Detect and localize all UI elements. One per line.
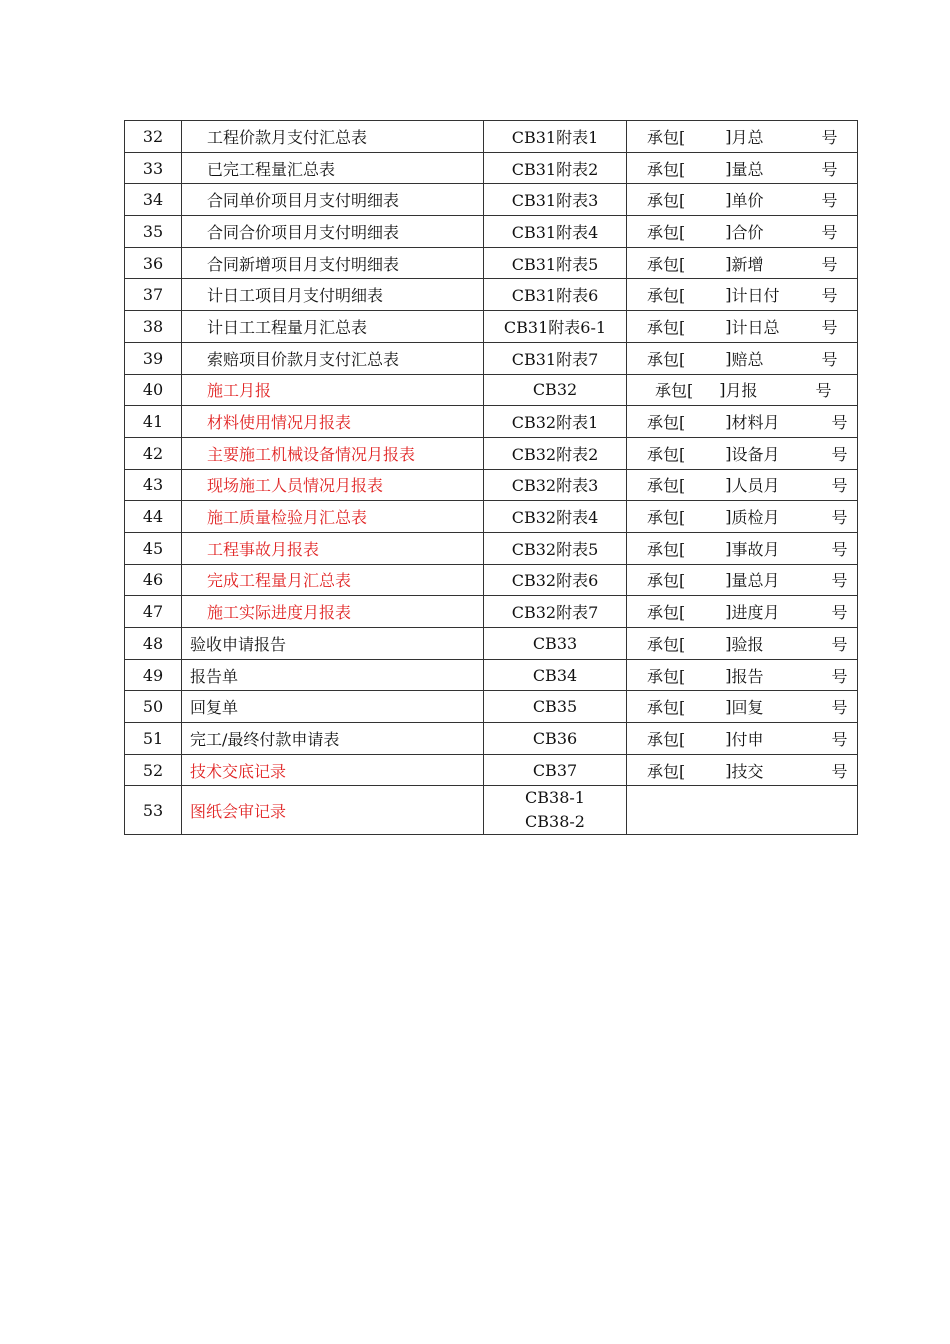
ref-prefix: 承包[ — [655, 381, 694, 401]
row-number: 36 — [125, 247, 182, 279]
form-ref-content — [627, 283, 857, 306]
ref-suffix: 号 — [821, 222, 838, 242]
ref-suffix: 号 — [831, 476, 848, 496]
row-number: 48 — [125, 628, 182, 660]
ref-prefix: 承包[ — [647, 761, 686, 781]
form-ref-content — [627, 473, 857, 496]
form-ref — [627, 342, 858, 374]
row-number: 45 — [125, 532, 182, 564]
form-ref-content — [627, 632, 857, 655]
form-ref-content — [627, 568, 857, 591]
form-ref-content — [627, 252, 857, 275]
ref-bracket: ] — [725, 412, 732, 432]
table-row — [125, 596, 858, 628]
ref-tag: 进度月 — [731, 603, 780, 623]
row-number: 35 — [125, 216, 182, 248]
ref-tag: 赔总 — [731, 349, 764, 369]
ref-suffix: 号 — [831, 761, 848, 781]
ref-suffix: 号 — [831, 508, 848, 528]
table-row — [125, 406, 858, 438]
ref-prefix: 承包[ — [647, 603, 686, 623]
form-code: CB32附表1 — [484, 406, 627, 438]
row-number: 34 — [125, 184, 182, 216]
form-name: 合同新增项目月支付明细表 — [182, 247, 484, 279]
ref-tag: 量总 — [731, 159, 764, 179]
ref-suffix: 号 — [831, 698, 848, 718]
row-number: 42 — [125, 437, 182, 469]
ref-tag: 技交 — [731, 761, 764, 781]
form-code: CB32附表2 — [484, 437, 627, 469]
form-ref-content — [627, 410, 857, 433]
form-ref — [627, 247, 858, 279]
form-code: CB33 — [484, 628, 627, 660]
ref-prefix: 承包[ — [647, 191, 686, 211]
ref-tag: 计日总 — [731, 317, 780, 337]
ref-bracket: ] — [725, 728, 732, 748]
ref-prefix: 承包[ — [647, 413, 686, 433]
form-ref — [627, 501, 858, 533]
form-code: CB32附表4 — [484, 501, 627, 533]
table-row — [125, 564, 858, 596]
ref-suffix: 号 — [821, 127, 838, 147]
form-code: CB31附表5 — [484, 247, 627, 279]
ref-bracket: ] — [719, 380, 726, 400]
ref-suffix: 号 — [821, 159, 838, 179]
ref-suffix: 号 — [831, 603, 848, 623]
form-code: CB36 — [484, 723, 627, 755]
ref-prefix: 承包[ — [647, 222, 686, 242]
ref-suffix: 号 — [831, 539, 848, 559]
form-code: CB31附表6-1 — [484, 311, 627, 343]
table-row — [125, 121, 858, 153]
ref-bracket: ] — [725, 348, 732, 368]
form-ref-content — [627, 505, 857, 528]
form-ref-content — [627, 664, 857, 687]
form-ref-content — [627, 220, 857, 243]
table-row — [125, 279, 858, 311]
ref-prefix: 承包[ — [647, 317, 686, 337]
ref-suffix: 号 — [831, 444, 848, 464]
form-ref — [627, 754, 858, 786]
row-number: 44 — [125, 501, 182, 533]
ref-tag: 材料月 — [731, 413, 780, 433]
ref-bracket: ] — [725, 760, 732, 780]
row-number: 40 — [125, 374, 182, 406]
form-name: 工程事故月报表 — [182, 532, 484, 564]
ref-bracket: ] — [725, 602, 732, 622]
form-ref — [627, 152, 858, 184]
table-body — [125, 121, 858, 835]
ref-bracket: ] — [725, 507, 732, 527]
form-ref-content — [627, 727, 857, 750]
form-ref — [627, 184, 858, 216]
form-ref-empty — [627, 786, 858, 835]
ref-prefix: 承包[ — [647, 476, 686, 496]
ref-prefix: 承包[ — [647, 698, 686, 718]
ref-bracket: ] — [725, 475, 732, 495]
ref-bracket: ] — [725, 126, 732, 146]
form-name: 报告单 — [182, 659, 484, 691]
form-ref-content — [627, 442, 857, 465]
ref-bracket: ] — [725, 665, 732, 685]
ref-suffix: 号 — [831, 634, 848, 654]
form-name: 施工实际进度月报表 — [182, 596, 484, 628]
ref-tag: 人员月 — [731, 476, 780, 496]
ref-tag: 单价 — [731, 191, 764, 211]
ref-prefix: 承包[ — [647, 254, 686, 274]
form-name: 合同合价项目月支付明细表 — [182, 216, 484, 248]
form-code: CB31附表4 — [484, 216, 627, 248]
table-row — [125, 216, 858, 248]
ref-tag: 验报 — [731, 634, 764, 654]
ref-suffix: 号 — [821, 317, 838, 337]
ref-bracket: ] — [725, 158, 732, 178]
form-ref — [627, 628, 858, 660]
form-ref — [627, 374, 858, 406]
table-row — [125, 532, 858, 564]
form-ref — [627, 311, 858, 343]
form-name: 回复单 — [182, 691, 484, 723]
ref-suffix: 号 — [821, 349, 838, 369]
form-ref — [627, 216, 858, 248]
form-code: CB31附表7 — [484, 342, 627, 374]
form-ref-content — [627, 537, 857, 560]
ref-prefix: 承包[ — [647, 159, 686, 179]
ref-prefix: 承包[ — [647, 127, 686, 147]
ref-bracket: ] — [725, 633, 732, 653]
ref-tag: 月报 — [725, 381, 758, 401]
ref-prefix: 承包[ — [647, 571, 686, 591]
form-name: 索赔项目价款月支付汇总表 — [182, 342, 484, 374]
ref-suffix: 号 — [831, 571, 848, 591]
form-ref — [627, 437, 858, 469]
table-row — [125, 754, 858, 786]
form-code: CB35 — [484, 691, 627, 723]
table-row-53 — [125, 786, 858, 835]
form-ref — [627, 121, 858, 153]
ref-prefix: 承包[ — [647, 286, 686, 306]
form-name: 材料使用情况月报表 — [182, 406, 484, 438]
form-name: 合同单价项目月支付明细表 — [182, 184, 484, 216]
ref-prefix: 承包[ — [647, 444, 686, 464]
table-row — [125, 374, 858, 406]
ref-suffix: 号 — [821, 254, 838, 274]
ref-suffix: 号 — [831, 666, 848, 686]
ref-suffix: 号 — [831, 413, 848, 433]
row-number: 47 — [125, 596, 182, 628]
form-name: 技术交底记录 — [182, 754, 484, 786]
ref-tag: 量总月 — [731, 571, 780, 591]
form-code: CB31附表3 — [484, 184, 627, 216]
ref-prefix: 承包[ — [647, 729, 686, 749]
ref-suffix: 号 — [821, 286, 838, 306]
ref-suffix: 号 — [831, 729, 848, 749]
row-number: 32 — [125, 121, 182, 153]
form-code — [484, 786, 627, 835]
ref-bracket: ] — [725, 538, 732, 558]
table-row — [125, 501, 858, 533]
form-code: CB32附表7 — [484, 596, 627, 628]
ref-bracket: ] — [725, 697, 732, 717]
form-code: CB34 — [484, 659, 627, 691]
table-row — [125, 342, 858, 374]
row-number: 33 — [125, 152, 182, 184]
ref-tag: 付申 — [731, 729, 764, 749]
ref-prefix: 承包[ — [647, 349, 686, 369]
form-ref — [627, 596, 858, 628]
form-name: 施工月报 — [182, 374, 484, 406]
ref-tag: 事故月 — [731, 539, 780, 559]
row-number: 49 — [125, 659, 182, 691]
ref-tag: 质检月 — [731, 508, 780, 528]
form-name: 完成工程量月汇总表 — [182, 564, 484, 596]
form-name: 施工质量检验月汇总表 — [182, 501, 484, 533]
table-row — [125, 437, 858, 469]
ref-bracket: ] — [725, 221, 732, 241]
form-ref — [627, 723, 858, 755]
form-ref-content — [627, 188, 857, 211]
form-code: CB32附表5 — [484, 532, 627, 564]
row-number: 52 — [125, 754, 182, 786]
ref-bracket: ] — [725, 443, 732, 463]
ref-suffix: 号 — [815, 381, 832, 401]
ref-tag: 计日付 — [731, 286, 780, 306]
form-code: CB31附表6 — [484, 279, 627, 311]
form-code: CB37 — [484, 754, 627, 786]
row-number: 39 — [125, 342, 182, 374]
form-index-table — [124, 120, 858, 835]
form-ref — [627, 279, 858, 311]
form-name: 图纸会审记录 — [182, 786, 484, 835]
form-ref — [627, 406, 858, 438]
form-code: CB32 — [484, 374, 627, 406]
form-ref-content — [627, 157, 857, 180]
form-code: CB32附表6 — [484, 564, 627, 596]
ref-bracket: ] — [725, 253, 732, 273]
form-name: 计日工项目月支付明细表 — [182, 279, 484, 311]
table-row — [125, 152, 858, 184]
ref-tag: 设备月 — [731, 444, 780, 464]
row-number: 41 — [125, 406, 182, 438]
ref-bracket: ] — [725, 285, 732, 305]
form-name: 完工/最终付款申请表 — [182, 723, 484, 755]
form-ref-content — [627, 600, 857, 623]
form-code: CB31附表1 — [484, 121, 627, 153]
ref-tag: 报告 — [731, 666, 764, 686]
row-number: 37 — [125, 279, 182, 311]
table-row — [125, 469, 858, 501]
form-ref — [627, 532, 858, 564]
form-code-line: CB38-2 — [525, 812, 585, 832]
form-code: CB31附表2 — [484, 152, 627, 184]
form-ref — [627, 659, 858, 691]
row-number: 38 — [125, 311, 182, 343]
row-number: 53 — [125, 786, 182, 835]
ref-prefix: 承包[ — [647, 634, 686, 654]
ref-prefix: 承包[ — [647, 508, 686, 528]
table-row — [125, 659, 858, 691]
ref-prefix: 承包[ — [647, 666, 686, 686]
form-code: CB32附表3 — [484, 469, 627, 501]
table-row — [125, 184, 858, 216]
form-ref-content — [627, 315, 857, 338]
form-ref — [627, 691, 858, 723]
form-ref-content — [627, 695, 857, 718]
ref-tag: 月总 — [731, 127, 764, 147]
ref-prefix: 承包[ — [647, 539, 686, 559]
form-ref-content — [627, 125, 857, 148]
ref-tag: 合价 — [731, 222, 764, 242]
form-name: 已完工程量汇总表 — [182, 152, 484, 184]
form-name: 工程价款月支付汇总表 — [182, 121, 484, 153]
form-name: 验收申请报告 — [182, 628, 484, 660]
table-row — [125, 628, 858, 660]
table-row — [125, 691, 858, 723]
ref-tag: 回复 — [731, 698, 764, 718]
table-row — [125, 311, 858, 343]
row-number: 50 — [125, 691, 182, 723]
ref-suffix: 号 — [821, 191, 838, 211]
ref-bracket: ] — [725, 316, 732, 336]
form-ref-content — [627, 347, 857, 370]
table-row — [125, 247, 858, 279]
row-number: 51 — [125, 723, 182, 755]
form-name: 现场施工人员情况月报表 — [182, 469, 484, 501]
row-number: 46 — [125, 564, 182, 596]
form-name: 主要施工机械设备情况月报表 — [182, 437, 484, 469]
form-ref — [627, 469, 858, 501]
row-number: 43 — [125, 469, 182, 501]
ref-tag: 新增 — [731, 254, 764, 274]
form-ref — [627, 564, 858, 596]
ref-bracket: ] — [725, 570, 732, 590]
ref-bracket: ] — [725, 190, 732, 210]
form-code-line: CB38-1 — [525, 788, 585, 808]
form-ref-content — [627, 759, 857, 782]
form-ref-content — [627, 378, 857, 401]
table-row — [125, 723, 858, 755]
form-name: 计日工工程量月汇总表 — [182, 311, 484, 343]
